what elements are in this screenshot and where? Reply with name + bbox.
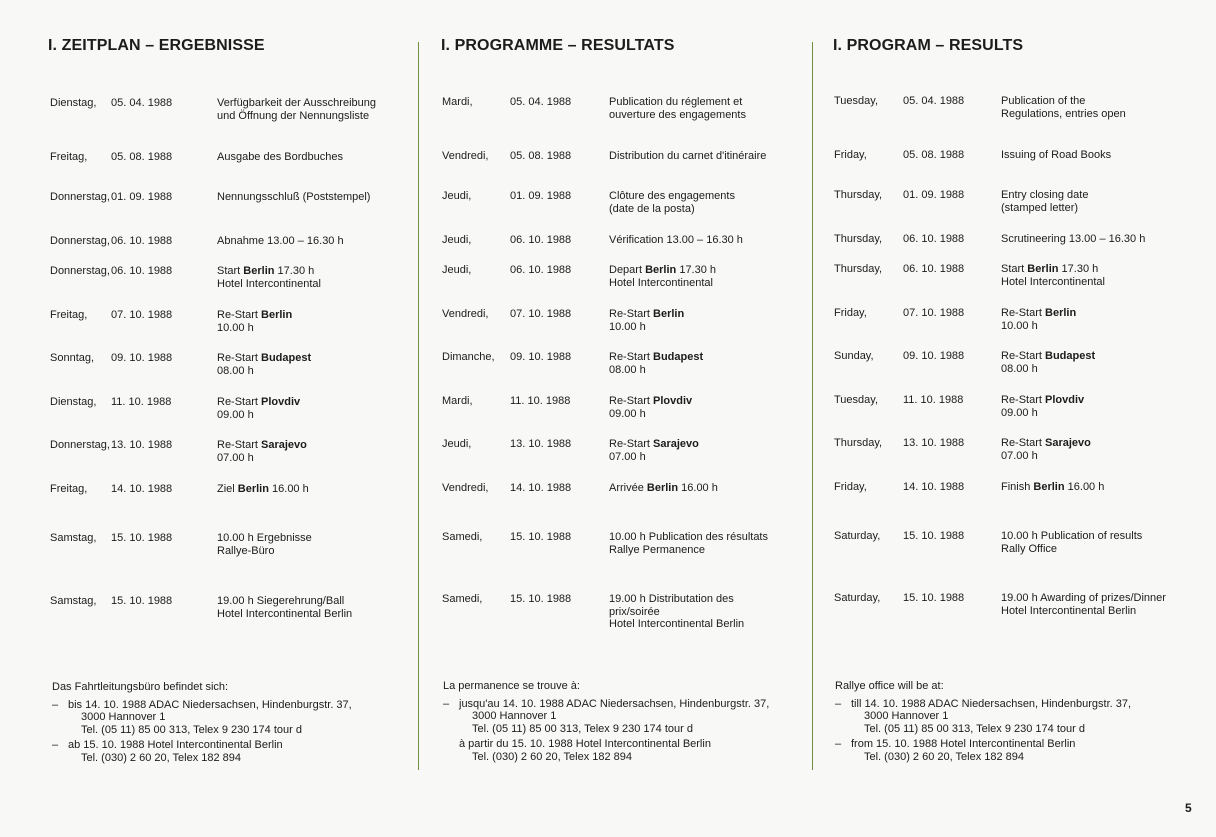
schedule-date: 05. 08. 1988 xyxy=(510,150,572,162)
description-text: Re-Start xyxy=(609,438,654,450)
description-line xyxy=(609,264,716,277)
schedule-day: Samstag, xyxy=(50,595,97,607)
schedule-date: 13. 10. 1988 xyxy=(903,437,965,449)
description-line xyxy=(217,191,370,204)
schedule-description xyxy=(1001,95,1126,120)
description-text: Verfügbarkeit der Ausschreibung xyxy=(217,97,376,109)
schedule-date: 09. 10. 1988 xyxy=(111,352,173,364)
city-name: Budapest xyxy=(1045,350,1096,362)
section-title: I. ZEITPLAN – ERGEBNISSE xyxy=(48,37,265,54)
schedule-description xyxy=(217,235,344,248)
schedule-description xyxy=(217,439,307,464)
schedule-day: Dienstag, xyxy=(50,97,97,109)
schedule-day: Vendredi, xyxy=(442,308,489,320)
description-text: Ziel xyxy=(217,483,238,495)
section-title: I. PROGRAM – RESULTS xyxy=(833,37,1024,54)
schedule-description xyxy=(609,351,703,376)
schedule-description xyxy=(217,483,309,496)
description-line xyxy=(609,308,684,321)
schedule-column-2 xyxy=(442,0,802,837)
schedule-date: 05. 04. 1988 xyxy=(111,97,173,109)
city-name: Plovdiv xyxy=(1045,394,1085,406)
schedule-description xyxy=(1001,481,1104,494)
description-text: Rally Office xyxy=(1001,542,1058,555)
schedule-description xyxy=(217,309,292,334)
description-text: 16.00 h xyxy=(268,483,309,495)
schedule-description xyxy=(1001,530,1142,555)
office-heading: La permanence se trouve à: xyxy=(443,680,580,692)
schedule-day: Dienstag, xyxy=(50,396,97,408)
description-line xyxy=(1001,189,1088,202)
schedule-day: Jeudi, xyxy=(442,190,472,202)
description-text: Hotel Intercontinental xyxy=(609,276,713,289)
description-line xyxy=(1001,149,1111,162)
description-line xyxy=(1001,202,1088,215)
description-line xyxy=(217,396,300,409)
schedule-description xyxy=(1001,189,1088,214)
description-text: Nennungsschluß (Poststempel) xyxy=(217,191,371,203)
section-title: I. PROGRAMME – RESULTATS xyxy=(441,37,675,54)
schedule-description xyxy=(217,532,312,557)
description-line xyxy=(1001,481,1104,494)
schedule-date: 15. 10. 1988 xyxy=(510,531,572,543)
description-line xyxy=(1001,363,1095,376)
description-text: 10.00 h Publication des résultats xyxy=(609,531,768,543)
description-text: Hotel Intercontinental xyxy=(217,277,321,290)
schedule-date: 06. 10. 1988 xyxy=(111,265,173,277)
schedule-day: Donnerstag, xyxy=(50,439,110,451)
description-line xyxy=(609,321,684,334)
description-line xyxy=(609,109,746,122)
schedule-date: 15. 10. 1988 xyxy=(903,592,965,604)
office-line: Tel. (05 11) 85 00 313, Telex 9 230 174 tour d xyxy=(472,722,693,735)
description-text: 07.00 h xyxy=(217,451,254,464)
schedule-day: Thursday, xyxy=(834,437,883,449)
schedule-description xyxy=(609,150,766,163)
schedule-day: Samedi, xyxy=(442,593,483,605)
city-name: Berlin xyxy=(1027,263,1059,275)
schedule-day: Samedi, xyxy=(442,531,483,543)
schedule-day: Thursday, xyxy=(834,263,883,275)
schedule-day: Samstag, xyxy=(50,532,97,544)
schedule-date: 06. 10. 1988 xyxy=(903,233,965,245)
city-name: Berlin xyxy=(1033,481,1065,493)
description-text: Publication du réglement et xyxy=(609,96,743,108)
description-line xyxy=(609,395,692,408)
schedule-day: Donnerstag, xyxy=(50,265,110,277)
office-line: 3000 Hannover 1 xyxy=(864,710,949,722)
description-line xyxy=(609,544,768,557)
city-name: Berlin xyxy=(237,483,269,495)
dash-bullet: – xyxy=(443,697,450,710)
office-heading: Das Fahrtleitungsbüro befindet sich: xyxy=(52,681,229,693)
schedule-description xyxy=(609,438,699,463)
description-line xyxy=(217,309,292,322)
description-text: 10.00 h Ergebnisse xyxy=(217,532,312,544)
description-text: Hotel Intercontinental Berlin xyxy=(217,607,353,620)
description-line xyxy=(1001,320,1076,333)
office-entry xyxy=(443,698,769,736)
schedule-date: 14. 10. 1988 xyxy=(903,481,965,493)
schedule-day: Freitag, xyxy=(50,483,88,495)
schedule-date: 13. 10. 1988 xyxy=(510,438,572,450)
office-line: Tel. (05 11) 85 00 313, Telex 9 230 174 tour d xyxy=(864,722,1085,735)
schedule-date: 11. 10. 1988 xyxy=(903,394,964,406)
description-text: Finish xyxy=(1001,481,1034,493)
schedule-date: 06. 10. 1988 xyxy=(111,235,173,247)
description-text: (stamped letter) xyxy=(1001,201,1079,214)
description-text: Ausgabe des Bordbuches xyxy=(217,151,343,163)
schedule-date: 05. 08. 1988 xyxy=(111,151,173,163)
description-text: 19.00 h Siegerehrung/Ball xyxy=(217,595,345,607)
city-name: Sarajevo xyxy=(261,439,307,451)
office-line: Tel. (05 11) 85 00 313, Telex 9 230 174 tour d xyxy=(81,723,302,736)
description-text: 10.00 h Publication of results xyxy=(1001,530,1143,542)
office-line: ab 15. 10. 1988 Hotel Intercontinental Berlin xyxy=(68,739,283,751)
city-name: Sarajevo xyxy=(653,438,699,450)
schedule-description xyxy=(609,264,716,289)
schedule-description xyxy=(1001,263,1105,288)
description-text: Entry closing date xyxy=(1001,189,1089,201)
schedule-date: 05. 04. 1988 xyxy=(903,95,965,107)
office-entry xyxy=(52,699,352,737)
description-text: prix/soirée xyxy=(609,605,660,618)
description-text: Distribution du carnet d'itinéraire xyxy=(609,150,767,162)
description-line xyxy=(609,203,735,216)
description-text: Re-Start xyxy=(217,352,262,364)
office-line: Tel. (030) 2 60 20, Telex 182 894 xyxy=(864,750,1025,763)
description-line xyxy=(1001,450,1091,463)
schedule-description xyxy=(609,308,684,333)
office-heading: Rallye office will be at: xyxy=(835,680,944,692)
schedule-day: Tuesday, xyxy=(834,394,879,406)
description-line xyxy=(1001,437,1091,450)
description-text: 10.00 h xyxy=(217,321,254,334)
description-line xyxy=(1001,407,1084,420)
city-name: Berlin xyxy=(646,482,679,494)
description-text: Re-Start xyxy=(609,395,654,407)
description-text: Vérification 13.00 – 16.30 h xyxy=(609,234,743,246)
schedule-date: 06. 10. 1988 xyxy=(510,264,572,276)
description-line xyxy=(609,482,718,495)
office-entry xyxy=(443,738,769,763)
schedule-day: Tuesday, xyxy=(834,95,879,107)
schedule-date: 15. 10. 1988 xyxy=(903,530,965,542)
schedule-day: Thursday, xyxy=(834,233,883,245)
description-text: Start xyxy=(217,265,244,277)
schedule-day: Vendredi, xyxy=(442,150,489,162)
description-text: 19.00 h Distributation des xyxy=(609,593,734,605)
office-line: jusqu'au 14. 10. 1988 ADAC Niedersachsen, Hindenburgstr. 37, xyxy=(459,697,770,710)
office-line: 3000 Hannover 1 xyxy=(81,711,166,723)
schedule-column-3 xyxy=(834,0,1194,837)
description-line xyxy=(1001,307,1076,320)
office-entry xyxy=(52,739,352,764)
description-line xyxy=(217,265,321,278)
description-line xyxy=(217,352,311,365)
city-name: Berlin xyxy=(653,308,685,320)
description-text: Abnahme 13.00 – 16.30 h xyxy=(217,235,344,247)
schedule-day: Sunday, xyxy=(834,350,874,362)
schedule-date: 01. 09. 1988 xyxy=(111,191,173,203)
description-text: Depart xyxy=(609,264,646,276)
description-text: 19.00 h Awarding of prizes/Dinner xyxy=(1001,592,1166,604)
description-text: 10.00 h xyxy=(609,320,646,333)
office-entry xyxy=(835,738,1131,763)
schedule-date: 11. 10. 1988 xyxy=(111,396,172,408)
schedule-date: 11. 10. 1988 xyxy=(510,395,571,407)
schedule-day: Mardi, xyxy=(442,395,473,407)
description-text: Scrutineering 13.00 – 16.30 h xyxy=(1001,233,1146,245)
schedule-date: 05. 04. 1988 xyxy=(510,96,572,108)
description-line xyxy=(609,593,744,606)
description-line xyxy=(217,409,300,422)
schedule-description xyxy=(609,96,746,121)
office-line: from 15. 10. 1988 Hotel Intercontinental Berlin xyxy=(851,738,1076,750)
description-line xyxy=(609,606,744,619)
description-line xyxy=(217,110,376,123)
description-text: Hotel Intercontinental xyxy=(1001,275,1105,288)
schedule-description xyxy=(1001,307,1076,332)
schedule-description xyxy=(217,595,352,620)
office-line: à partir du 15. 10. 1988 Hotel Intercontinental Berlin xyxy=(459,738,711,750)
description-text: Issuing of Road Books xyxy=(1001,149,1112,161)
description-line xyxy=(217,97,376,110)
description-line xyxy=(609,96,746,109)
description-line xyxy=(609,618,744,631)
schedule-day: Freitag, xyxy=(50,309,88,321)
schedule-day: Jeudi, xyxy=(442,438,472,450)
description-line xyxy=(217,235,344,248)
description-text: Hotel Intercontinental Berlin xyxy=(609,618,745,630)
description-line xyxy=(609,364,703,377)
description-line xyxy=(217,322,292,335)
description-text: Start xyxy=(1001,263,1028,275)
schedule-day: Donnerstag, xyxy=(50,235,110,247)
description-line xyxy=(1001,95,1126,108)
schedule-day: Jeudi, xyxy=(442,234,472,246)
description-line xyxy=(1001,263,1105,276)
schedule-description xyxy=(217,396,300,421)
description-text: 16.00 h xyxy=(678,482,718,494)
schedule-date: 13. 10. 1988 xyxy=(111,439,173,451)
schedule-date: 15. 10. 1988 xyxy=(510,593,572,605)
office-info xyxy=(443,680,769,766)
dash-bullet: – xyxy=(52,698,59,711)
page-number: 5 xyxy=(1185,801,1192,815)
description-text: Clôture des engagements xyxy=(609,190,735,202)
schedule-date: 07. 10. 1988 xyxy=(111,309,173,321)
description-text: Regulations, entries open xyxy=(1001,107,1126,120)
schedule-date: 06. 10. 1988 xyxy=(510,234,572,246)
dash-bullet: – xyxy=(835,697,842,710)
schedule-description xyxy=(1001,149,1111,162)
office-info xyxy=(835,680,1131,766)
description-line xyxy=(217,532,312,545)
description-text: 17.30 h xyxy=(1058,263,1099,275)
schedule-day: Friday, xyxy=(834,307,867,319)
description-text: 09.00 h xyxy=(609,407,646,420)
description-text: (date de la posta) xyxy=(609,202,695,215)
description-line xyxy=(1001,530,1142,543)
description-text: Re-Start xyxy=(1001,394,1046,406)
schedule-day: Saturday, xyxy=(834,592,881,604)
schedule-description xyxy=(1001,592,1166,617)
schedule-description xyxy=(1001,437,1091,462)
description-line xyxy=(1001,605,1166,618)
city-name: Berlin xyxy=(261,309,293,321)
schedule-description xyxy=(217,352,311,377)
description-text: Re-Start xyxy=(1001,350,1046,362)
office-line: Tel. (030) 2 60 20, Telex 182 894 xyxy=(472,750,633,763)
description-line xyxy=(609,277,716,290)
description-text: 08.00 h xyxy=(217,364,254,377)
schedule-day: Dimanche, xyxy=(442,351,495,363)
schedule-description xyxy=(609,531,768,556)
schedule-day: Thursday, xyxy=(834,189,883,201)
schedule-date: 09. 10. 1988 xyxy=(510,351,572,363)
schedule-day: Friday, xyxy=(834,149,867,161)
dash-bullet: – xyxy=(52,739,59,751)
schedule-description xyxy=(1001,350,1095,375)
schedule-date: 14. 10. 1988 xyxy=(111,483,173,495)
description-line xyxy=(1001,543,1142,556)
description-text: Hotel Intercontinental Berlin xyxy=(1001,604,1137,617)
city-name: Berlin xyxy=(645,264,677,276)
description-text: 07.00 h xyxy=(609,450,646,463)
schedule-day: Vendredi, xyxy=(442,482,489,494)
dash-bullet: – xyxy=(835,738,842,750)
description-text: 17.30 h xyxy=(676,264,717,276)
office-line: till 14. 10. 1988 ADAC Niedersachsen, Hindenburgstr. 37, xyxy=(851,697,1132,710)
description-line xyxy=(217,278,321,291)
schedule-description xyxy=(609,234,743,247)
city-name: Sarajevo xyxy=(1045,437,1091,449)
description-line xyxy=(217,452,307,465)
schedule-date: 07. 10. 1988 xyxy=(510,308,572,320)
schedule-day: Donnerstag, xyxy=(50,191,110,203)
description-line xyxy=(217,608,352,621)
schedule-date: 07. 10. 1988 xyxy=(903,307,965,319)
schedule-day: Mardi, xyxy=(442,96,473,108)
description-text: 08.00 h xyxy=(609,363,646,376)
schedule-day: Sonntag, xyxy=(50,352,95,364)
city-name: Berlin xyxy=(243,265,275,277)
description-text: 08.00 h xyxy=(1001,362,1038,375)
description-text: 10.00 h xyxy=(1001,319,1038,332)
description-line xyxy=(1001,394,1084,407)
description-line xyxy=(609,531,768,544)
description-line xyxy=(217,545,312,558)
description-text: 09.00 h xyxy=(217,408,254,421)
description-text: Arrivée xyxy=(609,482,647,494)
description-text: Re-Start xyxy=(1001,437,1046,449)
schedule-date: 14. 10. 1988 xyxy=(510,482,572,494)
description-line xyxy=(609,234,743,247)
description-line xyxy=(1001,592,1166,605)
description-text: Publication of the xyxy=(1001,95,1086,107)
description-line xyxy=(1001,276,1105,289)
office-entry xyxy=(835,698,1131,736)
description-line xyxy=(609,438,699,451)
schedule-description xyxy=(217,97,376,122)
office-line: Tel. (030) 2 60 20, Telex 182 894 xyxy=(81,751,242,764)
office-line: bis 14. 10. 1988 ADAC Niedersachsen, Hindenburgstr. 37, xyxy=(68,698,352,711)
description-text: 09.00 h xyxy=(1001,406,1038,419)
description-text: Re-Start xyxy=(609,308,654,320)
column-divider-2 xyxy=(812,42,813,770)
description-line xyxy=(1001,233,1145,246)
schedule-description xyxy=(609,395,692,420)
schedule-description xyxy=(609,593,744,631)
schedule-column-1 xyxy=(50,0,410,837)
schedule-date: 09. 10. 1988 xyxy=(903,350,965,362)
description-text: Re-Start xyxy=(217,439,262,451)
schedule-date: 01. 09. 1988 xyxy=(510,190,572,202)
city-name: Plovdiv xyxy=(653,395,693,407)
schedule-date: 06. 10. 1988 xyxy=(903,263,965,275)
description-line xyxy=(217,595,352,608)
description-text: Re-Start xyxy=(217,309,262,321)
schedule-day: Friday, xyxy=(834,481,867,493)
description-line xyxy=(609,150,766,163)
city-name: Budapest xyxy=(653,351,704,363)
description-line xyxy=(609,451,699,464)
description-text: Rallye Permanence xyxy=(609,543,705,556)
schedule-description xyxy=(217,265,321,290)
description-text: Rallye-Büro xyxy=(217,544,275,557)
schedule-date: 01. 09. 1988 xyxy=(903,189,965,201)
schedule-date: 15. 10. 1988 xyxy=(111,595,173,607)
schedule-description xyxy=(1001,233,1145,246)
description-text: Re-Start xyxy=(609,351,654,363)
office-info xyxy=(52,681,352,767)
schedule-description xyxy=(609,190,735,215)
description-text: Re-Start xyxy=(217,396,262,408)
schedule-day: Freitag, xyxy=(50,151,88,163)
description-line xyxy=(217,365,311,378)
description-text: 07.00 h xyxy=(1001,449,1038,462)
city-name: Plovdiv xyxy=(261,396,301,408)
description-text: und Öffnung der Nennungsliste xyxy=(217,109,370,122)
description-text: 17.30 h xyxy=(274,265,315,277)
schedule-description xyxy=(217,191,370,204)
city-name: Berlin xyxy=(1045,307,1077,319)
description-text: Re-Start xyxy=(1001,307,1046,319)
schedule-date: 05. 08. 1988 xyxy=(903,149,965,161)
description-line xyxy=(609,190,735,203)
schedule-description xyxy=(1001,394,1084,419)
schedule-day: Saturday, xyxy=(834,530,881,542)
schedule-day: Jeudi, xyxy=(442,264,472,276)
schedule-description xyxy=(609,482,718,495)
description-line xyxy=(1001,350,1095,363)
schedule-description xyxy=(217,151,343,164)
description-line xyxy=(217,483,309,496)
description-line xyxy=(217,151,343,164)
description-text: 16.00 h xyxy=(1064,481,1105,493)
description-text: ouverture des engagements xyxy=(609,108,746,121)
description-line xyxy=(609,351,703,364)
column-divider-1 xyxy=(418,42,419,770)
description-line xyxy=(609,408,692,421)
city-name: Budapest xyxy=(261,352,312,364)
schedule-date: 15. 10. 1988 xyxy=(111,532,173,544)
description-line xyxy=(217,439,307,452)
office-line: 3000 Hannover 1 xyxy=(472,710,557,722)
description-line xyxy=(1001,108,1126,121)
